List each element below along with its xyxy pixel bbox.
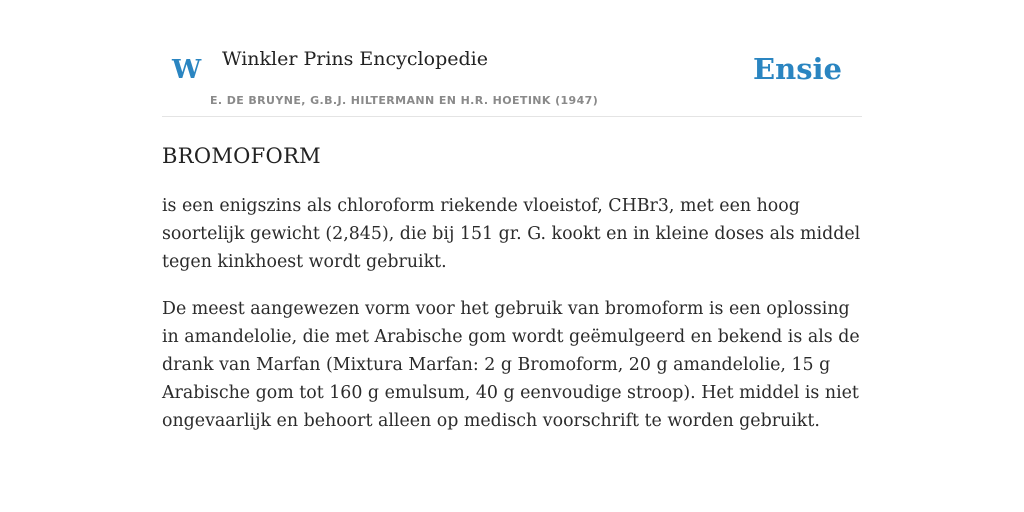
entry-paragraph: is een enigszins als chloroform riekende vloeistof, CHBr3, met een hoog soortelijk gewicht (2,845), die bij 151 gr. G. kookt en in kleine doses als middel tegen kinkhoest wordt gebruikt. (162, 196, 861, 272)
ensie-logo[interactable]: Ensie (753, 52, 842, 86)
source-title[interactable]: Winkler Prins Encyclopedie (222, 48, 488, 70)
source-authors: E. DE BRUYNE, G.B.J. HILTERMANN EN H.R. HOETINK (1947) (210, 94, 599, 107)
entry-title: BROMOFORM (162, 144, 321, 168)
entry-paragraph: De meest aangewezen vorm voor het gebruik van bromoform is een oplossing in amandelolie, die met Arabische gom wordt geëmulgeerd en bekend is als de drank van Marfan (Mixtura Marfan: 2 g Bromoform, 20 g amandelolie, 15 g Arabische gom tot 160 g emulsum, 40 g eenvoudige stroop). Het middel is niet ongevaarlijk en behoort alleen op medisch voorschrift te worden gebruikt. (162, 299, 860, 431)
source-header (162, 0, 862, 117)
entry-body (162, 192, 862, 454)
entry-card (162, 0, 862, 431)
winkler-prins-logo[interactable]: W (172, 55, 202, 85)
